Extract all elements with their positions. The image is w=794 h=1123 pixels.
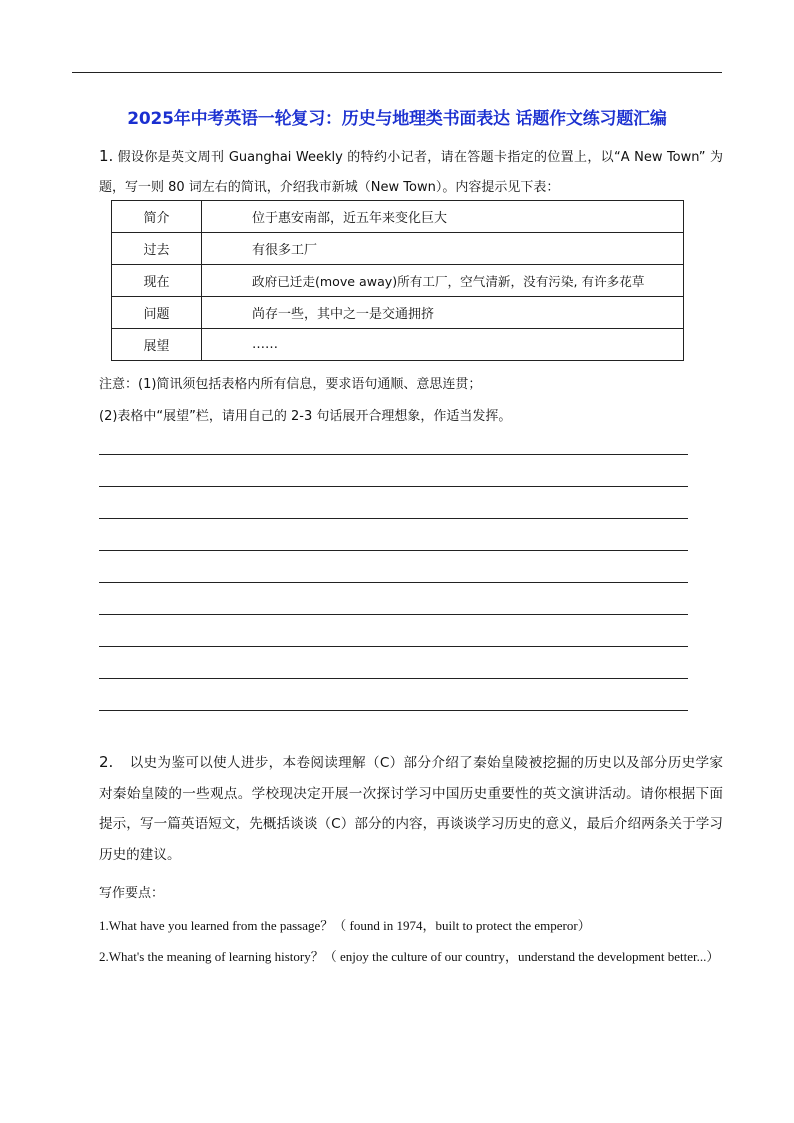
page-title: 2025年中考英语一轮复习：历史与地理类书面表达 话题作文练习题汇编 xyxy=(127,109,667,129)
header-rule xyxy=(72,72,722,73)
table-content: 有很多工厂 xyxy=(202,233,684,265)
requirement-2: 2.What's the meaning of learning history？（ enjoy the culture of our country，understand the development better...） xyxy=(99,949,720,964)
answer-line xyxy=(99,518,688,519)
table-row xyxy=(112,265,684,297)
question-1-prompt xyxy=(99,141,723,203)
question-1-number: 1. xyxy=(99,147,114,165)
table-row xyxy=(112,329,684,361)
answer-line xyxy=(99,454,688,455)
table-row xyxy=(112,297,684,329)
answer-line xyxy=(99,646,688,647)
answer-line xyxy=(99,486,688,487)
question-2-prompt xyxy=(99,747,723,870)
table-content: 位于惠安南部，近五年来变化巨大 xyxy=(202,201,684,233)
answer-line xyxy=(99,550,688,551)
note-1: 注意：(1)简讯须包括表格内所有信息，要求语句通顺、意思连贯； xyxy=(99,377,482,392)
table-row xyxy=(112,233,684,265)
table-content: …… xyxy=(202,329,684,361)
table-label: 展望 xyxy=(112,329,202,361)
answer-line xyxy=(99,710,688,711)
table-content: 尚存一些，其中之一是交通拥挤 xyxy=(202,297,684,329)
answer-line xyxy=(99,582,688,583)
content-hint-table xyxy=(111,200,684,361)
answer-line xyxy=(99,614,688,615)
table-label: 过去 xyxy=(112,233,202,265)
question-1-text: 假设你是英文周刊 Guanghai Weekly 的特约小记者，请在答题卡指定的位置上，以“A New Town” 为题，写一则 80 词左右的简讯，介绍我市新城（New Town）。内容提示见下表： xyxy=(99,150,723,195)
requirement-1: 1.What have you learned from the passage？（ found in 1974，built to protect the emperor） xyxy=(99,918,591,933)
table-label: 现在 xyxy=(112,265,202,297)
question-2-number: 2. xyxy=(99,753,114,771)
table-content: 政府已迁走(move away)所有工厂，空气清新，没有污染, 有许多花草 xyxy=(202,265,684,297)
table-label: 简介 xyxy=(112,201,202,233)
note-2: (2)表格中“展望”栏，请用自己的 2-3 句话展开合理想象，作适当发挥。 xyxy=(99,409,512,424)
table-row xyxy=(112,201,684,233)
requirements-heading: 写作要点： xyxy=(99,886,165,901)
table-label: 问题 xyxy=(112,297,202,329)
question-2-text: 以史为鉴可以使人进步，本卷阅读理解（C）部分介绍了秦始皇陵被挖掘的历史以及部分历史学家对秦始皇陵的一些观点。学校现决定开展一次探讨学习中国历史重要性的英文演讲活动。请你根据下面提示，写一篇英语短文，先概括谈谈（C）部分的内容，再谈谈学习历史的意义，最后介绍两条关于学习历史的建议。 xyxy=(99,755,723,863)
answer-line xyxy=(99,678,688,679)
